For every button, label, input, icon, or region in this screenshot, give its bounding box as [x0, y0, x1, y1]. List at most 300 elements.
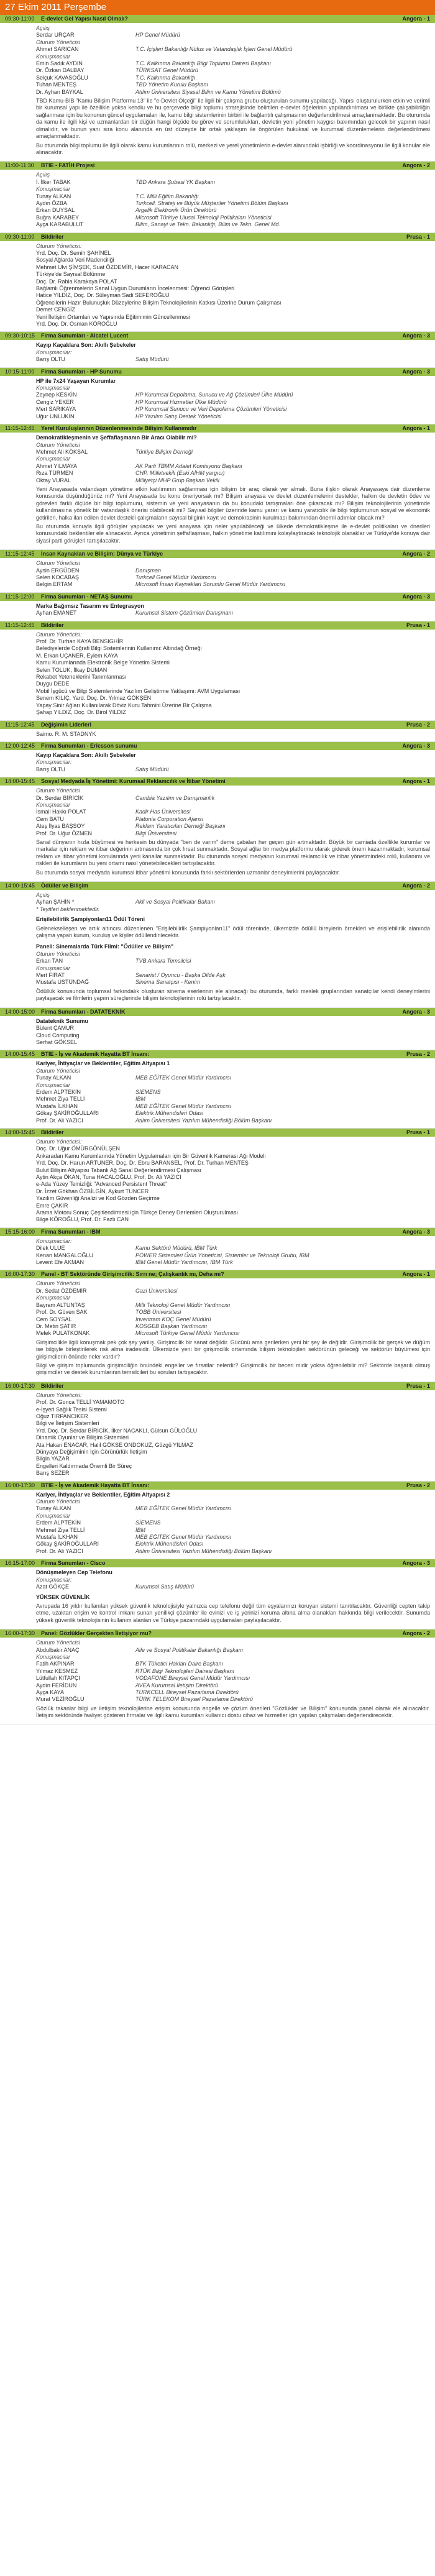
role-label: Konuşmacılar: [36, 1576, 72, 1583]
speaker-row [36, 1548, 430, 1555]
session [0, 721, 435, 742]
session-title: Bildiriler [41, 1382, 64, 1389]
session-header[interactable] [0, 742, 435, 750]
session-header[interactable] [0, 1482, 435, 1490]
speaker-row [36, 470, 430, 477]
speaker-affiliation: TOBB Üniversitesi [135, 1309, 181, 1316]
paper-line: Demet CENGİZ [36, 306, 76, 313]
speaker-row [36, 1117, 430, 1124]
paper-line: Bağlamlı Öğrenmelerin Sanal Uygun Durumların İncelenmesi: Öğrenci Görüşleri [36, 285, 235, 291]
session-time: 11:00-11:30 [5, 162, 34, 169]
session-header[interactable] [0, 1008, 435, 1016]
paper-line: Öğrencilerin Hazır Bulunuşluk Düzeylerine Bilişim Teknolojilerinin Katkısı Üzerine Durum Çalışması [36, 299, 282, 306]
session-time: 11:15-12:00 [5, 593, 35, 600]
paper-line: Sosyal Ağlarda Veri Madenciliği [36, 257, 114, 264]
speaker-affiliation: AK Parti TBMM Adalet Komisyonu Başkanı [135, 462, 242, 469]
speaker-affiliation: Akli ve Sosyal Politikalar Bakanı [135, 899, 216, 905]
paper-line: Bulut Bilişim Altyapısı Tabanlı Ağ Sanal Değerlendirmesi Çalışması [36, 1167, 201, 1173]
session [0, 777, 435, 882]
speaker-row [36, 1534, 430, 1541]
role-label: Konuşmacılar [36, 801, 71, 808]
role-label: Oturum Yöneticisi: [36, 1138, 82, 1145]
session-header[interactable] [0, 777, 435, 786]
paper-line: e-İşyeri Sağlık Tesisi Sistemi [36, 1406, 107, 1413]
speaker-name: Ayhan EMANET [36, 610, 77, 616]
session-header[interactable] [0, 1228, 435, 1236]
speaker-name: Mert FIRAT [36, 972, 65, 979]
paper-line: Dünyaya Değişiminin İçin Görünürlük İletişim [36, 1449, 147, 1455]
session-subtitle: Marka Bağımsız Tasarım ve Entegrasyon [36, 602, 144, 609]
speaker-row [36, 731, 430, 738]
speaker-affiliation: HP Kurumsal Sunucu ve Veri Depolama Çözümleri Yöneticisi [135, 406, 287, 413]
speaker-name: Aydın ÖZBA [36, 199, 67, 206]
speaker-name: Tunay ALKAN [36, 1075, 71, 1081]
role-label: Oturum Yöneticisi: [36, 631, 82, 638]
speaker-affiliation: Satış Müdürü [135, 356, 169, 363]
speaker-row [36, 1668, 430, 1675]
session-title: Panel: Gözlükler Gerçekten İletişiyor mu? [41, 1630, 152, 1637]
speaker-name: Oktay VURAL [36, 477, 71, 484]
paper-line: Belediyelerde Coğrafi Bilgi Sistemlerinin Kullanımı: Altındağ Örneği [36, 645, 202, 652]
session-body [0, 729, 435, 741]
speaker-row [36, 207, 430, 214]
session-time: 11:15-12:45 [5, 721, 35, 728]
speaker-affiliation: Elektrik Mühendisleri Odası [135, 1110, 204, 1117]
session-header[interactable] [0, 1129, 435, 1137]
session-hall: Prusa - 1 [406, 621, 430, 628]
speaker-affiliation: IBM Genel Müdür Yardımcısı, IBM Türk [135, 1259, 233, 1266]
paper-line: Mobil İşgücü ve Bilgi Sistemlerinde Yazılım Geliştirme Yaklaşımı: AVM Uygulaması [36, 687, 240, 694]
paper-line: Ankaradan Kamu Kurumlarında Yönetim Uygulamaları için Bir Güvenlik Kamerası Ağı Modeli [36, 1152, 266, 1159]
speaker-name: Erkan DUYSAL [36, 207, 75, 214]
speaker-affiliation: HP Yazılım Satış Destek Yöneticisi [135, 413, 222, 419]
session-header[interactable] [0, 550, 435, 558]
role-label: Konuşmacılar: [36, 759, 72, 766]
session [0, 368, 435, 424]
paper-line: Yrd. Doç. Dr. Osman KÖROĞLU [36, 321, 117, 328]
session-title: BTIE - FATİH Projesi [41, 162, 95, 169]
session-header[interactable] [0, 233, 435, 241]
speaker-affiliation: Sinema Sanatçısı - Kenim [135, 979, 201, 986]
role-label: Oturum Yöneticisi: [36, 242, 82, 249]
session-hall: Angora - 3 [402, 368, 430, 375]
speaker-name: Zeynep KESKİN [36, 392, 77, 398]
role-label: Konuşmacılar: [36, 1237, 72, 1244]
session-subtitle: HP ile 7x24 Yaşayan Kurumlar [36, 377, 116, 384]
session-description: Bilgi ve girişim toplumunda girişimciliğin önündeki engeller ve fırsatlar nelerdir? Girişimcilik bir beceri midir yoksa öğrenilebilir mi? Sektörde başarılı olmuş girişimciler ve destek kurumlarının temsilcileri bu soruları tartışacaktır. [36, 1362, 430, 1376]
session-header[interactable] [0, 1382, 435, 1390]
speaker-affiliation: T.C. Kalkınma Bakanlığı Bilgi Toplumu Dairesi Başkanı [135, 60, 271, 67]
speaker-row [36, 574, 430, 581]
speaker-row [36, 75, 430, 81]
session-title: BTIE - İş ve Akademik Hayatta BT İnsanı: [41, 1051, 150, 1058]
role-label: Oturum Yöneticisi [36, 787, 80, 794]
session-time: 14:00-15:45 [5, 1051, 35, 1058]
speaker-name: Prof. Dr. Ali YAZICI [36, 1547, 83, 1554]
speaker-row [36, 406, 430, 413]
session-body [0, 433, 435, 549]
session-hall: Angora - 1 [402, 16, 430, 22]
session-time: 09:30-11:00 [5, 233, 35, 240]
paper-line: Prof. Dr. Gonca TELLİ YAMAMOTO [36, 1399, 125, 1406]
session-hall: Angora - 2 [402, 551, 430, 557]
session-header[interactable] [0, 1559, 435, 1567]
speaker-name: Prof. Dr. Güven SAK [36, 1309, 88, 1316]
speaker-affiliation [135, 731, 430, 738]
speaker-row [36, 1259, 430, 1266]
speaker-name: Ayça KAYA [36, 1689, 65, 1695]
speaker-affiliation: Senarist / Oyuncu - Başka Dilde Aşk [135, 972, 226, 979]
session-body [0, 630, 435, 720]
speaker-name: Barış OLTU [36, 356, 65, 363]
speaker-row [36, 81, 430, 88]
session [0, 1482, 435, 1560]
paper-line: Senem KILIÇ, Yard. Doç. Dr. Yılmaz GÖKŞEN [36, 695, 152, 702]
speaker-name: Ateş İlyas BAŞSOY [36, 823, 85, 830]
speaker-row [36, 1682, 430, 1689]
speaker-affiliation: CHP, Milletvekili (Eski AİHM yargıcı) [135, 470, 225, 477]
speaker-row [36, 1675, 430, 1682]
session-description: Bu oturumda sosyal medyada kurumsal itibar yönetimi konusunda farklı sektörlerden uzmanlar deneyimlerini paylaşacaktır. [36, 869, 341, 876]
session-body [0, 1567, 435, 1629]
speaker-row [36, 830, 430, 837]
speaker-affiliation: Platonia Corporation Ajansı [135, 815, 204, 822]
speaker-name: Ayhan ŞAHİN * [36, 899, 75, 905]
speaker-affiliation: HP Kurumsal Depolama, Sunucu ve Ağ Çözümleri Ülke Müdürü [135, 392, 293, 398]
session-title: Firma Sunumları - Alcatel Lucent [41, 332, 129, 339]
speaker-affiliation: Turkcell, Strateji ve Büyük Müşteriler Yönetimi Bölüm Başkanı [135, 199, 288, 206]
speaker-row [36, 816, 430, 823]
speaker-name: Bayram ALTUNTAŞ [36, 1301, 85, 1308]
speaker-row [36, 200, 430, 207]
speaker-name: Abdulbakir ANAÇ [36, 1646, 80, 1653]
speaker-name: Mehmet Ali KÖKSAL [36, 448, 88, 455]
session-header[interactable] [0, 593, 435, 601]
speaker-affiliation: Microsoft İnsan Kaynakları Sorumlu Genel Müdür Yardımcısı [135, 581, 286, 588]
speaker-row [36, 60, 430, 67]
speaker-row [36, 1316, 430, 1323]
paper-line: Selen TOLUK, İlkay DUMAN [36, 666, 108, 673]
session-title: İnsan Kaynakları ve Bilişim: Dünya ve Türkiye [41, 551, 163, 557]
speaker-affiliation: Satış Müdürü [135, 766, 169, 772]
session-description: TBD Kamu-BİB "Kamu Bilişim Platformu 13" ile "e-Devlet Ölçeği" ile ilgili bir çalışma grubu oluşturulan sunumu yapılacağı. Yapısı oluşturulurken etkin ve verimli bir kurumsal yapı ile özellikle yoksa kendiu ve bu çerçevede bilgi toplumu stratejisinde belirtilen e-devlet öğelerinin yapılandırılması ve birlikte çalışabilirliğin sağlanması için bu konunun güncel uygulamaları ile, kamu bilgi sistemlerinin birbiri ile bağlantılı çalışmasının değerlendirilmesi amaçlanmaktadır. Bu oturumda da kamu ile ilgili kişi ve uzmanlardan bir düğün hangi ölçüde bu görev ve sorumlulukları, devletin yeni yönetim kaygısı bakımından gelecek bir yapının nasıl olmalıdır, ve bunun yanı sıra konu alanında en üst düzeyde bir ortak yaklaşım ile öngörülen hukuksal ve kurumsal düzenlemelerin değerlendirilmesi amaçlanmaktadır. [36, 98, 430, 140]
session-title: Bildiriler [41, 621, 64, 628]
speaker-name: Ahmet SARICAN [36, 46, 79, 53]
session-time: 10:15-11:00 [5, 368, 35, 375]
speaker-affiliation: Argelik Elektronik Ürün Direktörü [135, 207, 217, 214]
session [0, 1270, 435, 1382]
session-time: 15:15-16:00 [5, 1228, 35, 1235]
session-title: Ödüller ve Bilişim [41, 882, 89, 889]
speaker-name: Tunay ALKAN [36, 1505, 71, 1512]
role-label: Konuşmacılar [36, 53, 71, 60]
session-body [0, 170, 435, 232]
speaker-row [36, 1302, 430, 1309]
speaker-affiliation: Microsoft Türkiye Genel Müdür Yardımcısı [135, 1330, 240, 1337]
session-hall: Angora - 3 [402, 742, 430, 749]
session-description: Yeni Anayasada vatandaşın yönetime etkin katılımının sağlanması için bilişim bir araç olarak yer almalı. Buna ilişkin olarak Anayasaya dair düzenleme konusunda düşündüğünüz mi? Yeni Anayasada bu konu öneriyorsak mı? Bilişim anayasa ve devlet düzenlemelerini destekler, halkın de devletin ödev ve görevleri farklı ölçüde bir bilgi toplumunu, sistemin ve yeni anayasanın da bu konudaki tartışmaları öne çıkaracak mı? Bilişim teknolojilerinin yönetimde kullanılmasına yönelik bir vatandaşlık önerisi olabilecek mi? Sayısal bilgiler üzerinde kamu yararı ve kamu yaratıcılık ile bilgi toplumunun sosyal ve ekonomik getirileri, halka ilan edilen devlet destekli çalışmaların sayısal bilginin kayıt ve demokrasinin kurulması bakımından önemli adımlar olacak mı? [36, 485, 430, 521]
speaker-name: Prof. Dr. Uğur ÖZMEN [36, 830, 93, 837]
paper-line: Duygu DEDE [36, 681, 70, 687]
session-description: Bu oturumda konuyla ilgili görüşler yapılacak ve yeni anayasa için neler yapılabileceği ve ülkede demokratikleşme ile e-devlet politikaları ve önerileri konusundaki beklentiler ele alınacaktır. Ayrıca yönetimin şeffaflaşması, halkın yönetime katılımını kolaylaştıracak teknolojik olanaklar ve Türkiye'de konuya dair siyasi parti görüşleri tartışılacaktır. [36, 523, 430, 544]
speaker-row [36, 1689, 430, 1696]
session-subtitle: Kariyer, İhtiyaçlar ve Beklentiler, Eğitim Altyapısı 2 [36, 1491, 170, 1498]
speaker-name: İ. İlker TABAK [36, 178, 71, 185]
session [0, 233, 435, 332]
paper-line: Emre ÇAKIR [36, 1202, 68, 1209]
speaker-name: Buğra KARABEY [36, 214, 80, 221]
speaker-name: Barış OLTU [36, 766, 65, 772]
speaker-affiliation: Inventram KOÇ Genel Müdürü [135, 1316, 211, 1322]
speaker-name: Levent Efe AKMAN [36, 1259, 85, 1266]
session-body [0, 1137, 435, 1227]
paper-line: Yapay Sinir Ağları Kullanılarak Döviz Kuru Tahmini Üzerine Bir Çalışma [36, 702, 212, 708]
session-description: Sanal dünyanın hızla büyümesi ve herkesin bu dünyada "ben de varım" deme çabaları her geçen gün artmaktadır. Büyük bir camiada özellikle kurumlar ve markalar için reklam ve itibar değerinin artmasında bir çok fırsat sunmaktadır. Sosyal ağlar bir medya platformu olarak giderek önem kazanmaktadır, kurumsal reklam ve itibar yönetimi konularında yeni kanallar sunmaktadır. Bu oturumda sosyal medyanın kurumsal reklamcılık ve itibar yönetimindeki rolü, kullanımı ve riskleri ile kurumların bu yeni ortamı nasıl yönetebilecekleri tartışılacaktır. [36, 838, 430, 867]
session-body [0, 23, 435, 161]
speaker-row [36, 89, 430, 96]
speaker-row [36, 1527, 430, 1534]
session-list [0, 15, 435, 1725]
speaker-affiliation: SİEMENS [135, 1519, 161, 1526]
speaker-row [36, 193, 430, 200]
session-title: Bildiriler [41, 233, 64, 240]
speaker-name: Gökay ŞAKİROĞULLARI [36, 1110, 99, 1117]
speaker-name: Rıza TÜRMEN [36, 470, 73, 477]
speaker-row [36, 979, 430, 986]
session-hall: Angora - 1 [402, 778, 430, 785]
session-subtitle: Kariyer, İhtiyaçlar ve Beklentiler, Eğitim Altyapısı 1 [36, 1060, 170, 1067]
session-body [0, 1638, 435, 1724]
speaker-affiliation: AVEA Kurumsal İletişim Direktörü [135, 1682, 219, 1689]
speaker-name: Cem BATU [36, 815, 64, 822]
session-header[interactable] [0, 368, 435, 376]
speaker-affiliation: Turkcell Genel Müdür Yardımcısı [135, 574, 217, 580]
session-time: 16:00-17:30 [5, 1630, 35, 1637]
session-header[interactable] [0, 721, 435, 729]
session-header[interactable] [0, 424, 435, 433]
speaker-row [36, 610, 430, 616]
speaker-affiliation: T.C. Milli Eğitim Bakanlığı [135, 193, 199, 199]
speaker-row [36, 1309, 430, 1316]
session-subtitle: Demokratikleşmenin ve Şeffaflaşmanın Bir Aracı Olabilir mi? [36, 434, 197, 441]
speaker-affiliation: T.C. Kalkınma Bakanlığı [135, 74, 196, 81]
speaker-row [36, 823, 430, 830]
speaker-row [36, 958, 430, 965]
speaker-row [36, 1505, 430, 1512]
role-label: Oturum Yöneticisi [36, 1639, 80, 1646]
session-hall: Angora - 2 [402, 1630, 430, 1637]
role-label: Oturum Yöneticisi [36, 39, 80, 45]
speaker-row [36, 67, 430, 74]
role-label: Oturum Yöneticisi [36, 441, 80, 448]
role-label: Açılış [36, 25, 50, 31]
session [0, 424, 435, 550]
paper-line: Yazılım Güvenliği Analizi ve Kod Gözden Geçirme [36, 1195, 160, 1202]
speaker-name: Uğur UNLUKIN [36, 413, 75, 419]
speaker-name: Erkan TAN [36, 958, 63, 965]
session-header[interactable] [0, 621, 435, 630]
speaker-affiliation: Milliyetçi MHP Grup Başkan Vekili [135, 477, 219, 484]
session-time: 11:15-12:45 [5, 551, 35, 557]
session-header[interactable] [0, 15, 435, 23]
speaker-row [36, 449, 430, 456]
speaker-row [36, 1541, 430, 1547]
speaker-name: Kenan MANGALOĞLU [36, 1252, 94, 1258]
speaker-row [36, 899, 430, 905]
session-time: 14:00-15:45 [5, 778, 35, 785]
speaker-affiliation: Elektrik Mühendisleri Odası [135, 1541, 204, 1547]
speaker-affiliation: Danışman [135, 567, 162, 574]
paper-line: Rekabet Yeteneklerini Tanımlanması [36, 674, 127, 681]
speaker-affiliation: TVB Ankara Temsilcisi [135, 958, 191, 965]
speaker-affiliation: Kurumsal Sistem Çözümleri Danışmanı [135, 610, 234, 616]
speaker-name: Ahmet YILMAYA [36, 462, 78, 469]
speaker-row [36, 972, 430, 979]
session-body [0, 786, 435, 881]
speaker-row [36, 179, 430, 186]
paper-line: Türkiye'de Sayısal Bölünme [36, 271, 106, 278]
speaker-name: Mustafa İLKHAN [36, 1102, 78, 1109]
session [0, 742, 435, 777]
session-subtitle: Dönüşmeleyen Cep Telefonu [36, 1569, 112, 1576]
paper-line: Yrd. Doç. Dr. Semih ŞAHİNEL [36, 249, 111, 256]
speaker-name: Azat GÖKÇE [36, 1584, 70, 1590]
session-title: Firma Sunumları - NETAŞ Sunumu [41, 593, 133, 600]
role-label: Konuşmacılar [36, 456, 71, 462]
speaker-row [36, 1252, 430, 1259]
session-body [0, 241, 435, 332]
speaker-row [36, 1096, 430, 1102]
session-header[interactable] [0, 882, 435, 890]
speaker-name: Belgin ERTAM [36, 581, 73, 588]
session-hall: Angora - 3 [402, 332, 430, 339]
session-header[interactable] [0, 162, 435, 170]
paper-line: Doç. Dr. Uğur ÖMÜRGÖNÜLŞEN [36, 1145, 121, 1152]
session-body [0, 1390, 435, 1481]
paper-line: Yeni İletişim Ortamları ve Yapısında Eğitimimin Güncellenmesi [36, 313, 190, 320]
role-label: Oturum Yöneticisi [36, 560, 80, 567]
speaker-affiliation: T.C. İçişleri Bakanlığı Nüfus ve Vatandaşlık İşleri Genel Müdürü [135, 46, 293, 53]
session-header[interactable] [0, 1629, 435, 1638]
session-time: 16:15-17:00 [5, 1560, 35, 1567]
speaker-name: Aydın FERİDUN [36, 1682, 77, 1689]
session-subtitle: Kayıp Kaçaklara Son: Akıllı Şebekeler [36, 342, 136, 349]
speaker-name: Dr. Özkan DALBAY [36, 67, 85, 74]
speaker-row [36, 477, 430, 484]
session-header[interactable] [0, 1050, 435, 1058]
session-hall: Angora - 3 [402, 1228, 430, 1235]
speaker-row [36, 1288, 430, 1295]
speaker-name: Tunay ALKAN [36, 193, 71, 199]
session-body [0, 340, 435, 367]
session-body [0, 1016, 435, 1050]
session-title: E-devlet Gel Yapısı Nasıl Olmalı? [41, 16, 128, 22]
role-label: Konuşmacılar [36, 385, 71, 392]
paper-line: Dinamik Oyunlar ve Bilişim Sistemleri [36, 1434, 129, 1441]
session-title: Firma Sunumları - Cisco [41, 1560, 106, 1567]
session-hall: Prusa - 1 [406, 1129, 430, 1135]
speaker-row [36, 1647, 430, 1654]
speaker-name: Cengiz YEKER [36, 398, 74, 405]
session-time: 16:00-17:30 [5, 1382, 35, 1389]
paper-line: Serhat GÖKSEL [36, 1038, 78, 1045]
speaker-affiliation: TBD Ankara Şubesi YK Başkanı [135, 178, 216, 185]
speaker-row [36, 1245, 430, 1252]
paper-line: Mehmet Ulvi ŞİMŞEK, Suat ÖZDEMİR, Hacer KARACAN [36, 264, 179, 270]
session-body [0, 1236, 435, 1270]
session-header[interactable] [0, 1270, 435, 1278]
session-body [0, 1278, 435, 1381]
paper-line: Yrd. Doç. Dr. Serdar BİRİCİK, İlker NACAKLI, Gülsun GÜLOĞLU [36, 1427, 198, 1434]
speaker-affiliation: SİEMENS [135, 1088, 161, 1095]
speaker-name: Mehmet Ziya TELLİ [36, 1096, 85, 1102]
role-label: Konuşmacılar [36, 1512, 71, 1519]
session-description: Gelenekselleşen ve artık altıncısı düzenlenen "Erişilebilirlik Şampiyonları11" ödül töreninde, ülkemizde ödüllü bireylerin örnekleri ve erişilebilirlik alanında çalışma yapan kurum, kuruluş ve kişiler ödüllendirilecektir. [36, 925, 430, 939]
speaker-row [36, 567, 430, 574]
session-hall: Prusa - 1 [406, 233, 430, 240]
speaker-affiliation: İBM [135, 1096, 146, 1102]
session [0, 1629, 435, 1725]
speaker-name: Serdar URÇAR [36, 32, 75, 39]
speaker-affiliation: RTÜK Bilgi Teknolojileri Dairesi Başkanı [135, 1667, 235, 1674]
session [0, 1228, 435, 1271]
session [0, 1559, 435, 1629]
speaker-affiliation: MEB EĞİTEK Genel Müdür Yardımcısı [135, 1534, 232, 1541]
speaker-affiliation: Türkiye Bilişim Derneği [135, 448, 193, 455]
session-time: 11:15-12:45 [5, 425, 35, 432]
speaker-name: Mustafa USTÜNDAĞ [36, 979, 89, 986]
role-label: Oturum Yöneticisi [36, 1067, 80, 1074]
speaker-affiliation: Milli Teknoloji Genel Müdür Yardımcısı [135, 1301, 231, 1308]
session-hall: Angora - 2 [402, 162, 430, 169]
speaker-name: Mert SARIKAYA [36, 406, 76, 413]
session-header[interactable] [0, 332, 435, 340]
session [0, 1050, 435, 1129]
session-hall: Angora - 1 [402, 425, 430, 432]
paper-line: Doç. Dr. Rabia Karakaya POLAT [36, 278, 117, 285]
speaker-row [36, 1519, 430, 1526]
speaker-affiliation: Kurumsal Satış Müdürü [135, 1584, 195, 1590]
session-subtitle: Datateknik Sunumu [36, 1017, 89, 1024]
session-body [0, 558, 435, 592]
paper-line: Aytin Akça ÖKAN, Tuna HACALOĞLU, Prof. Dr. Ali YAZICI [36, 1174, 181, 1180]
speaker-affiliation: VODAFONE Bireysel Genel Müdür Yardımcısı [135, 1675, 250, 1682]
session-time: 09:30-10:15 [5, 332, 35, 339]
session-title: Sosyal Medyada İş Yönetimi: Kurumsal Reklamcılık ve İtibar Yönetimi [41, 778, 226, 785]
session [0, 1008, 435, 1051]
speaker-row [36, 809, 430, 815]
session-time: 11:15-12:45 [5, 621, 35, 628]
speaker-affiliation: Bilgi Üniversitesi [135, 830, 177, 837]
session-title: Yerel Kuruluşlarının Düzenlenmesinde Bilişim Kullanımıdır [41, 425, 197, 432]
speaker-affiliation: Kamu Sektörü Müdürü, IBM Türk [135, 1245, 218, 1252]
paper-line: Barış SEZER [36, 1470, 70, 1477]
speaker-name: Tuhan MENTEŞ [36, 81, 77, 88]
speaker-name: Dr. Metin ŞATIR [36, 1322, 76, 1329]
speaker-affiliation: KOSGEB Başkan Yardımcısı [135, 1322, 208, 1329]
speaker-name: Melek PULATKONAK [36, 1330, 90, 1337]
speaker-affiliation: Kadir Has Üniversitesi [135, 809, 191, 815]
session-time: 09:30-11:00 [5, 16, 35, 22]
speaker-affiliation: Reklam Yaratıcıları Derneği Başkanı [135, 823, 226, 830]
session [0, 621, 435, 721]
speaker-affiliation: Atılım Üniversitesi Yazılım Mühendisliği Bölüm Başkanı [135, 1547, 272, 1554]
session-hall: Angora - 3 [402, 1560, 430, 1567]
speaker-row [36, 32, 430, 39]
session-title: Değişimin Liderleri [41, 721, 92, 728]
speaker-affiliation: Atılım Üniversitesi Yazılım Mühendisliği Bölüm Başkanı [135, 1117, 272, 1124]
session-hall: Angora - 2 [402, 882, 430, 889]
